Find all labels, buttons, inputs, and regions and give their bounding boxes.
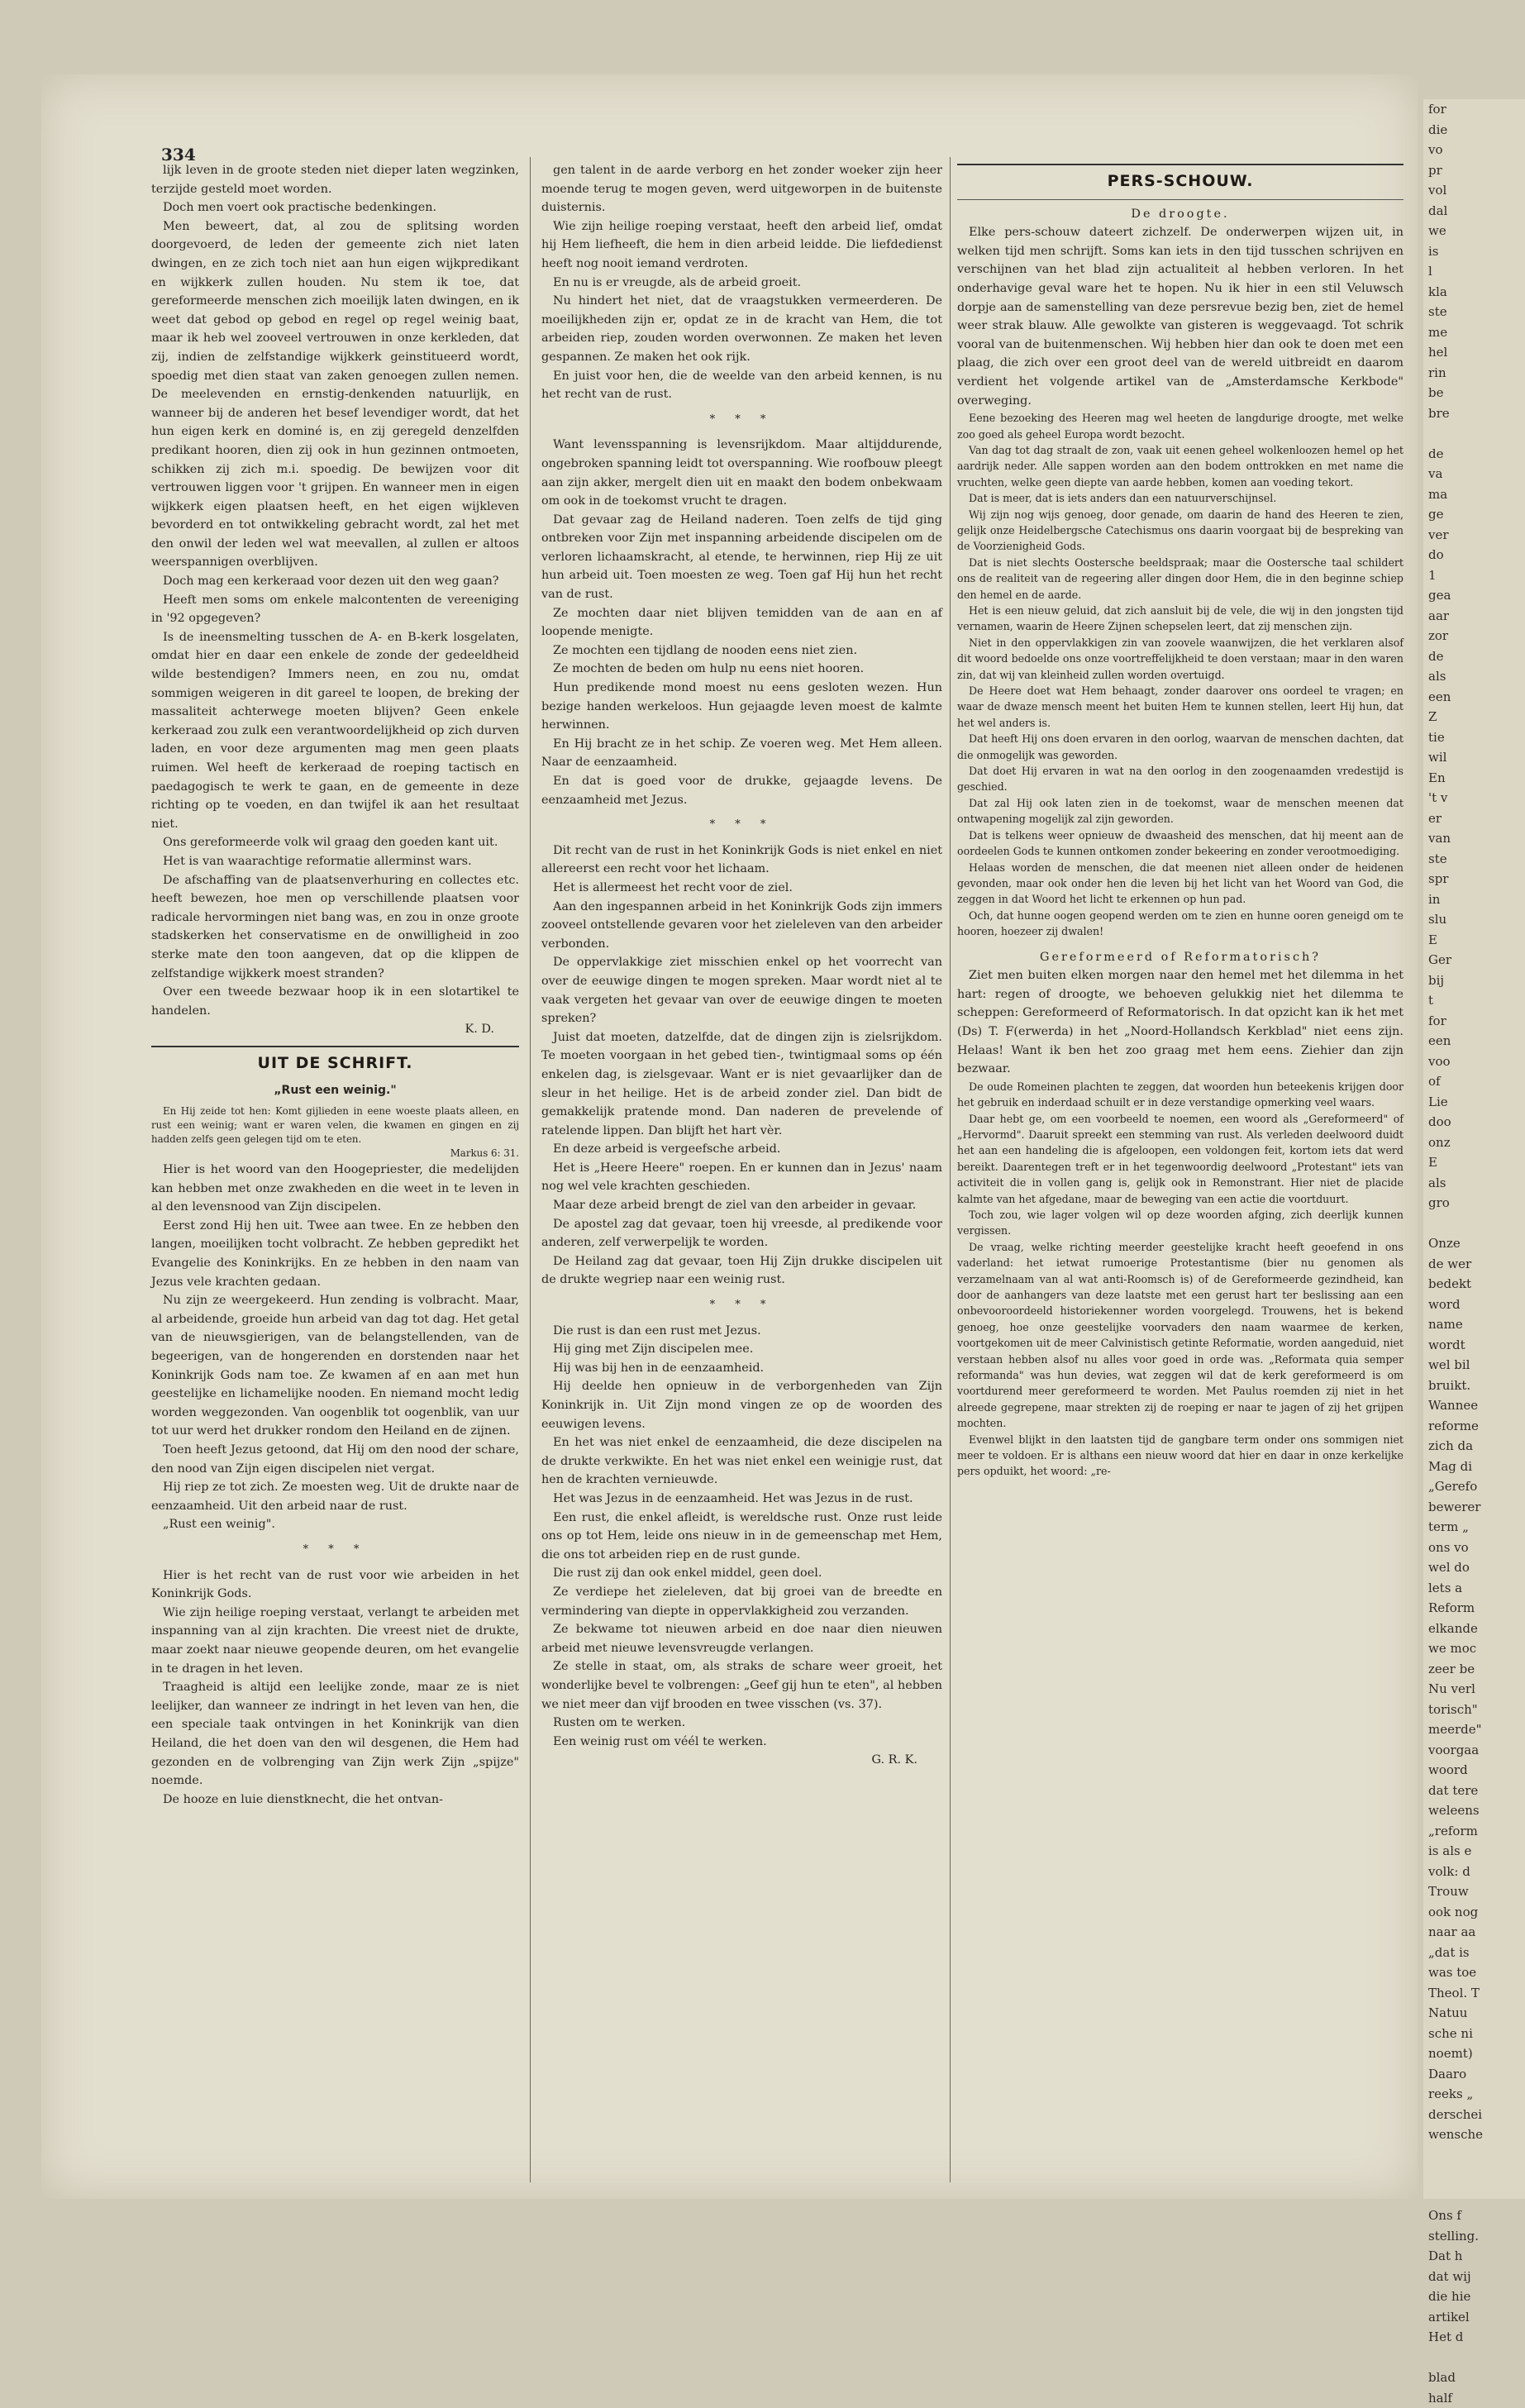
paragraph: Dat gevaar zag de Heiland naderen. Toen zelfs de tijd ging ontbreken voor Zijn met inspanning arbeidende discipelen om de verloren lichaamskracht, al etende, te herwinnen, riep Hij ze uit hun arbeid uit. Toen moesten ze weg. Toen gaf Hij hun het recht van de rust. [541, 511, 942, 604]
separator-stars: * * * [541, 1296, 942, 1315]
text-fragment: wordt [1423, 1335, 1525, 1356]
text-fragment: naar aa [1423, 1922, 1525, 1943]
paragraph: Elke pers-schouw dateert zichzelf. De onderwerpen wijzen uit, in welken tijd men schrijft. Soms kan iets in den tijd tusschen schrijven en verschijnen van het blad zijn actualiteit al hebben verloren. In het onderhavige geval ware het te hopen. Nu ik hier in een stil Veluwsch dorpje aan de samenstelling van deze persrevue bezig ben, ziet de hemel weer strak blauw. Alle gewolkte van gisteren is weggevaagd. Tot schrik vooral van de buitenmenschen. Wij hebben hier dan ook te doen met een plaag, die zich over een groot deel van de wereld uitbreidt en daarom verdient het volgende artikel van de „Amsterdamsche Kerkbode" overweging. [957, 223, 1403, 410]
text-fragment: bruikt. [1423, 1376, 1525, 1396]
text-fragment: ste [1423, 302, 1525, 322]
paragraph: Wij zijn nog wijs genoeg, door genade, om daarin de hand des Heeren te zien, gelijk onze Heidelbergsche Catechismus ons daarin voorgaat bij de bespreking van de Voorzienigheid Gods. [957, 507, 1403, 555]
text-fragment: tie [1423, 727, 1525, 748]
text-fragment: derschei [1423, 2105, 1525, 2125]
text-fragment: de wer [1423, 1254, 1525, 1275]
text-fragment: ook nog [1423, 1902, 1525, 1923]
pers-schouw-intro [957, 223, 1403, 410]
paragraph: Ze mochten de beden om hulp nu eens niet hooren. [541, 660, 942, 679]
separator-stars: * * * [541, 411, 942, 430]
text-fragment: of [1423, 1071, 1525, 1092]
paragraph: Men beweert, dat, al zou de splitsing worden doorgevoerd, de leden der gemeente zich niet laten dwingen, en ze zich toch niet aan hun eigen wijkpredikant en wijkkerk zullen houden. Nu stem ik toe, dat gereformeerde menschen zich moeilijk laten dwingen, en ik weet dat gebod op gebod en regel op regel weinig baat, maar ik heb wel zooveel vertrouwen in onze kerkleden, dat zij, indien de zelfstandige wijkkerk geinstitueerd wordt, spoedig met dien staat van zaken genoegen zullen nemen. De meelevenden en ernstig-denkenden natuurlijk, en wanneer bij de anderen het besef levendiger wordt, dat het hun eigen kerk en dominé is, en zij geregeld denzelfden predikant hooren, dien zij ook in hun gezinnen ontmoeten, schikken zij zich m.i. spoedig. De bewijzen voor dit vertrouwen liggen voor 't grijpen. En wanneer men in eigen wijkkerk eigen plaatsen heeft, en het eigen wijkleven bevorderd en tot ontwikkeling gebracht wordt, zal het met den onwil der leden wel wat meevallen, al zullen er altoos weerspannigen overblijven. [151, 217, 519, 572]
text-fragment: term „ [1423, 1517, 1525, 1538]
paragraph: Wie zijn heilige roeping verstaat, heeft den arbeid lief, omdat hij Hem liefheeft, die hem in dien arbeid leidde. Die liefdedienst heeft nog nooit iemand verdroten. [541, 217, 942, 274]
text-fragment: weleens [1423, 1800, 1525, 1821]
text-fragment: van [1423, 828, 1525, 849]
text-fragment: do [1423, 545, 1525, 565]
paragraph: Nu hindert het niet, dat de vraagstukken vermeerderen. De moeilijkheden zijn er, opdat ze in de kracht van Hem, die tot arbeiden riep, zouden worden overwonnen. Ze maken het leven gespannen. Ze maken het ook rijk. [541, 292, 942, 366]
paragraph: Hij riep ze tot zich. Ze moesten weg. Uit de drukte naar de eenzaamheid. Uit den arbeid naar de rust. [151, 1478, 519, 1515]
text-fragment [1423, 423, 1525, 444]
text-fragment: t [1423, 990, 1525, 1011]
text-fragment: bewerer [1423, 1497, 1525, 1518]
paragraph: Och, dat hunne oogen geopend werden om te zien en hunne ooren geneigd om te hooren, hoezeer zij dwalen! [957, 908, 1403, 940]
text-fragment: onz [1423, 1132, 1525, 1153]
text-fragment: bij [1423, 970, 1525, 991]
text-fragment: ma [1423, 484, 1525, 505]
text-fragment: va [1423, 464, 1525, 484]
text-fragment: artikel [1423, 2307, 1525, 2328]
paragraph: En het was niet enkel de eenzaamheid, die deze discipelen na de drukte verkwikte. En het was niet enkel een weinigje rust, dat hen de krachten vernieuwde. [541, 1433, 942, 1490]
text-fragment: lets a [1423, 1578, 1525, 1599]
paragraph: Ze mochten daar niet blijven temidden van de aan en af loopende menigte. [541, 604, 942, 641]
text-fragment [1423, 2145, 1525, 2166]
text-fragment: bre [1423, 403, 1525, 424]
text-fragment: als [1423, 666, 1525, 687]
paragraph: Ze mochten een tijdlang de nooden eens niet zien. [541, 641, 942, 660]
column-2 [541, 161, 942, 2186]
text-fragment: Reform [1423, 1598, 1525, 1619]
paragraph: Die rust zij dan ook enkel middel, geen doel. [541, 1564, 942, 1583]
paragraph: Want levensspanning is levensrijkdom. Maar altijddurende, ongebroken spanning leidt tot overspanning. Wie roofbouw pleegt aan zijn akker, mergelt dien uit en maakt den bodem onbekwaam om ook in de toekomst vrucht te dragen. [541, 436, 942, 510]
text-fragment: pr [1423, 160, 1525, 181]
text-fragment: vo [1423, 140, 1525, 160]
text-fragment: Theol. T [1423, 1983, 1525, 2004]
paragraph: Hun predikende mond moest nu eens gesloten wezen. Hun bezige handen werkeloos. Hun gejaagde leven moest de kalmte herwinnen. [541, 679, 942, 735]
paragraph: En juist voor hen, die de weelde van den arbeid kennen, is nu het recht van de rust. [541, 367, 942, 404]
article-rust-body [541, 161, 942, 404]
paragraph: Eerst zond Hij hen uit. Twee aan twee. En ze hebben den langen, moeilijken tocht volbracht. Ze hebben gepredikt het Evangelie des Koninkrijks. En ze hebben in den naam van Jezus vele krachten gedaan. [151, 1217, 519, 1291]
paragraph: De Heere doet wat Hem behaagt, zonder daarover ons oordeel te vragen; en waar de dwaze mensch meent het buiten Hem te kunnen stellen, leert Hij hun, dat het wel anders is. [957, 683, 1403, 731]
text-fragment: er [1423, 808, 1525, 829]
paragraph: De apostel zag dat gevaar, toen hij vreesde, al predikende voor anderen, zelf verwerpelijk te worden. [541, 1215, 942, 1252]
paragraph: Het was Jezus in de eenzaamheid. Het was Jezus in de rust. [541, 1490, 942, 1509]
text-fragment: gro [1423, 1193, 1525, 1214]
text-fragment: zeer be [1423, 1659, 1525, 1680]
section-rule [957, 199, 1403, 200]
text-fragment: En [1423, 768, 1525, 789]
text-fragment: for [1423, 99, 1525, 120]
paragraph: lijk leven in de groote steden niet dieper laten wegzinken, terzijde gesteld moet worden. [151, 161, 519, 198]
paragraph: Dat heeft Hij ons doen ervaren in den oorlog, waarvan de menschen dachten, dat die onmogelijk was geworden. [957, 731, 1403, 763]
paragraph: Dat zal Hij ook laten zien in de toekomst, waar de menschen meenen dat ontwapening mogelijk zal zijn geworden. [957, 795, 1403, 827]
paragraph: Doch mag een kerkeraad voor dezen uit den weg gaan? [151, 572, 519, 591]
text-fragment: Lie [1423, 1092, 1525, 1113]
paragraph: De afschaffing van de plaatsenverhuring en collectes etc. heeft bewezen, hoe men op verschillende plaatsen voor radicale hervormingen niet bang was, en zou in onze groote stadskerken het conservatisme en de onwilligheid in zoo sterke mate den toon aangeven, dat op die klippen de zelfstandige wijkkerk moest stranden? [151, 871, 519, 984]
paragraph: Het is allermeest het recht voor de ziel. [541, 879, 942, 898]
text-fragment: name [1423, 1314, 1525, 1335]
paragraph: Hij was bij hen in de eenzaamheid. [541, 1359, 942, 1378]
text-fragment [1423, 2165, 1525, 2186]
text-fragment: voorgaa [1423, 1740, 1525, 1761]
paragraph: Een weinig rust om véél te werken. [541, 1733, 942, 1752]
text-fragment: Mag di [1423, 1457, 1525, 1477]
text-fragment: ons vo [1423, 1538, 1525, 1558]
page-number: 334 [161, 145, 196, 165]
paragraph: De oude Romeinen plachten te zeggen, dat woorden hun beteekenis krijgen door het gebruik en inderdaad schuilt er in deze verstandige opmerking veel waars. [957, 1079, 1403, 1111]
pers-schouw-body [957, 966, 1403, 1079]
paragraph: Rusten om te werken. [541, 1714, 942, 1733]
text-fragment: wensche [1423, 2124, 1525, 2145]
text-fragment: een [1423, 1031, 1525, 1051]
paragraph: Doch men voert ook practische bedenkingen. [151, 198, 519, 217]
text-fragment: Het d [1423, 2327, 1525, 2348]
text-fragment: reforme [1423, 1416, 1525, 1437]
section-heading: PERS-SCHOUW. [957, 172, 1403, 191]
text-fragment: half [1423, 2388, 1525, 2408]
text-fragment: zor [1423, 626, 1525, 646]
paragraph: „Rust een weinig". [151, 1515, 519, 1534]
text-fragment: „Gerefo [1423, 1476, 1525, 1497]
article-rust-body-continued [151, 1566, 519, 1810]
text-fragment: 't v [1423, 788, 1525, 808]
text-fragment: we [1423, 221, 1525, 241]
paragraph: De vraag, welke richting meerder geestelijke kracht heeft geoefend in ons vaderland: het ietwat rumoerige Protestantisme (bier nu genomen als verzamelnaam van al wat anti-Roomsch is) of de Gereformeerde gezindheid, kan door de aanhangers van deze laatste met een gerust hart ter beslissing aan een onbevooroordeeld historiekenner worden voorgelegd. Trouwens, het is bekend genoeg, hoe onze geestelijke voorvaders den naam waarmee de kerken, voortgekomen uit de meer Calvinistisch getinte Reformatie, worden aangeduid, niet verstaan hebben alsof nu alles voor goed in orde was. „Reformata quia semper reformanda" was hun devies, wat zeggen wil dat de kerk gereformeerd is om voortdurend meer gereformeerd te worden. Met Paulus roemden zij niet in het alreede gegrepene, maar strekten zij de roeping er naar te jagen of zij het grijpen mochten. [957, 1239, 1403, 1432]
separator-stars: * * * [151, 1541, 519, 1560]
section-rule [151, 1046, 519, 1047]
text-fragment: Daaro [1423, 2064, 1525, 2085]
paragraph: Hij ging met Zijn discipelen mee. [541, 1340, 942, 1359]
paragraph: Toch zou, wie lager volgen wil op deze woorden afging, zich deerlijk kunnen vergissen. [957, 1207, 1403, 1239]
separator-stars: * * * [541, 816, 942, 835]
text-fragment: dal [1423, 201, 1525, 222]
article-rust-body [541, 1322, 942, 1752]
text-fragment: die hie [1423, 2286, 1525, 2307]
text-fragment: Nu verl [1423, 1679, 1525, 1700]
paragraph: Het is van waarachtige reformatie allerminst wars. [151, 852, 519, 871]
article-wijkkerk-body [151, 161, 519, 1020]
paragraph: Hij deelde hen opnieuw in de verborgenheden van Zijn Koninkrijk in. Uit Zijn mond vingen ze op de woorden des eeuwigen levens. [541, 1377, 942, 1433]
paragraph: Het is een nieuw geluid, dat zich aansluit bij de vele, die wij in den jongsten tijd vernamen, waarin de Heere Zijnen schepselen leert, dat zij menschen zijn. [957, 603, 1403, 635]
paragraph: Het is „Heere Heere" roepen. En er kunnen dan in Jezus' naam nog wel vele krachten geschieden. [541, 1159, 942, 1196]
subsection-title: De droogte. [957, 205, 1403, 224]
text-fragment: elkande [1423, 1619, 1525, 1639]
paragraph: Van dag tot dag straalt de zon, vaak uit eenen geheel wolkenloozen hemel op het aardrijk neder. Alle sappen worden aan den bodem onttrokken en met name die vruchten, welke geen diepte van aarde hebben, komen aan voeding tekort. [957, 442, 1403, 490]
text-fragment: Onze [1423, 1233, 1525, 1254]
text-fragment: Natuu [1423, 2003, 1525, 2024]
text-fragment: kla [1423, 282, 1525, 303]
text-fragment: wil [1423, 747, 1525, 768]
text-fragment: was toe [1423, 1962, 1525, 1983]
text-fragment: torisch" [1423, 1700, 1525, 1720]
section-rule [957, 164, 1403, 165]
text-fragment: als [1423, 1173, 1525, 1194]
text-fragment: meerde" [1423, 1719, 1525, 1740]
text-fragment: 1 [1423, 565, 1525, 586]
paragraph: Nu zijn ze weergekeerd. Hun zending is volbracht. Maar, al arbeidende, groeide hun arbeid van dag tot dag. Het getal van de nieuwsgierigen, van de belangstellenden, van de begeerigen, van de hongerenden en dorstenden naar het Koninkrijk Gods nam toe. Ze kwamen af en aan met hun geestelijke en lichamelijke nooden. En niemand mocht ledig worden weggezonden. Van oogenblik tot oogenblik, van uur tot uur werd het drukker rondom den Heiland en de zijnen. [151, 1291, 519, 1441]
paragraph: Is de ineensmelting tusschen de A- en B-kerk losgelaten, omdat hier en daar een enkele de zonde der gedeeldheid wilde bestendigen? Immers neen, en zou nu, omdat sommigen weigeren in dit gareel te loopen, de breking der massaliteit achterwege moeten blijven? Geen enkele kerkeraad zou zulk een verantwoordelijkheid op zich durven laden, en voor deze argumenten mag men geen plaats ruimen. Wel heeft de kerkeraad de roeping tactisch en paedagogisch te werk te gaan, en de gemeente in deze richting op te voeden, en dan twijfel ik aan het resultaat niet. [151, 628, 519, 834]
paragraph: Ons gereformeerde volk wil graag den goeden kant uit. [151, 833, 519, 852]
text-fragment: gea [1423, 585, 1525, 606]
paragraph: Ze stelle in staat, om, als straks de schare weer groeit, het wonderlijke bevel te volbrengen: „Geef gij hun te eten", al hebben we niet meer dan vijf brooden en twee visschen (vs. 37). [541, 1657, 942, 1714]
text-fragment: in [1423, 889, 1525, 910]
paragraph: Een rust, die enkel afleidt, is wereldsche rust. Onze rust leide ons op tot Hem, leide ons nieuw in in de gemeenschap met Hem, die ons tot arbeiden riep en de rust gunde. [541, 1509, 942, 1565]
quoted-article [957, 1079, 1403, 1480]
text-fragment: blad [1423, 2367, 1525, 2388]
scripture-motto: En Hij zeide tot hen: Komt gijlieden in eene woeste plaats alleen, en rust een weinig; want er waren velen, die kwamen en gingen en zij hadden zelfs geen gelegen tijd om te eten. [151, 1104, 519, 1147]
paragraph: Over een tweede bezwaar hoop ik in een slotartikel te handelen. [151, 983, 519, 1020]
text-fragment: me [1423, 322, 1525, 343]
quoted-article [957, 410, 1403, 939]
paragraph: En deze arbeid is vergeefsche arbeid. [541, 1140, 942, 1159]
paragraph: Hier is het woord van den Hoogepriester, die medelijden kan hebben met onze zwakheden en die weet in te leven in al den levensnood van Zijn discipelen. [151, 1161, 519, 1217]
text-fragment: hel [1423, 342, 1525, 363]
text-fragment: vol [1423, 180, 1525, 201]
paragraph: Ziet men buiten elken morgen naar den hemel met het dilemma in het hart: regen of droogte, we behoeven gelukkig niet het dilemma te scheppen: Gereformeerd of Reformatorisch. In dat opzicht kan ik het met (Ds) T. F(erwerda) in het „Noord-Hollandsch Kerkblad" niet eens zijn. Helaas! Want ik ben het zoo graag met hem eens. Ziehier dan zijn bezwaar. [957, 966, 1403, 1079]
paragraph: En Hij bracht ze in het schip. Ze voeren weg. Met Hem alleen. Naar de eenzaamheid. [541, 735, 942, 772]
text-fragment: Dat h [1423, 2246, 1525, 2267]
paragraph: Traagheid is altijd een leelijke zonde, maar ze is niet leelijker, dan wanneer ze indringt in het leven van hen, die een speciale taak ontvingen in het Koninkrijk van dien Heiland, die het doen van den wil desgenen, die Hem had gezonden en de volbrenging van Zijn werk Zijn „spijze" noemde. [151, 1678, 519, 1791]
text-fragment: Z [1423, 707, 1525, 727]
paragraph: Helaas worden de menschen, die dat meenen niet alleen onder de heidenen gevonden, maar ook onder hen die leven bij het licht van het Woord van God, die zeggen in dat Woord het licht te erkennen op hun pad. [957, 860, 1403, 908]
column-1 [151, 161, 519, 2186]
text-fragment: wel do [1423, 1557, 1525, 1578]
column-divider [950, 157, 951, 2182]
text-fragment: ste [1423, 849, 1525, 870]
article-rust-body [151, 1161, 519, 1534]
signature: G. R. K. [541, 1751, 942, 1770]
paragraph: De oppervlakkige ziet misschien enkel op het voorrecht van over de eeuwige dingen te mogen spreken. Maar wordt niet al te vaak vergeten het gevaar van over de eeuwige dingen te moeten spreken? [541, 953, 942, 1028]
paragraph: En nu is er vreugde, als de arbeid groeit. [541, 274, 942, 293]
paragraph: Maar deze arbeid brengt de ziel van den arbeider in gevaar. [541, 1196, 942, 1215]
signature: K. D. [151, 1020, 519, 1039]
paragraph: Heeft men soms om enkele malcontenten de vereeniging in '92 opgegeven? [151, 591, 519, 628]
text-fragment: een [1423, 687, 1525, 708]
text-fragment: de [1423, 646, 1525, 667]
subsection-title: Gereformeerd of Reformatorisch? [957, 948, 1403, 967]
text-fragment: dat wij [1423, 2267, 1525, 2287]
text-fragment: stelling. [1423, 2226, 1525, 2247]
text-fragment: word [1423, 1295, 1525, 1315]
article-rust-body [541, 436, 942, 809]
text-fragment: „dat is [1423, 1943, 1525, 1963]
article-rust-body [541, 842, 942, 1290]
text-fragment: slu [1423, 909, 1525, 930]
paragraph: Evenwel blijkt in den laatsten tijd de gangbare term onder ons sommigen niet meer te voldoen. Er is althans een nieuw woord dat hier en daar in onze kerkelijke pers opduikt, het woord: „re- [957, 1432, 1403, 1480]
paragraph: Dat is telkens weer opnieuw de dwaasheid des menschen, dat hij meent aan de oordeelen Gods te kunnen ontkomen zonder bekeering en zonder verootmoediging. [957, 827, 1403, 860]
paragraph: Wie zijn heilige roeping verstaat, verlangt te arbeiden met inspanning van al zijn krachten. Die vreest niet de drukte, maar zoekt naar nieuwe geopende deuren, om het evangelie in te dragen in het leven. [151, 1604, 519, 1678]
text-fragment: woord [1423, 1760, 1525, 1781]
paragraph: Juist dat moeten, datzelfde, dat de dingen zijn is zielsrijkdom. Te moeten voorgaan in het gebed tien-, twintigmaal soms op één enkelen dag, is zielsgevaar. Want er is niet gevaarlijker dan de sleur in het heilige. Het is de arbeid zonder ziel. Dan bidt de gemakkelijk pratende mond. Dan naderen de prevelende of ratelende lippen. Dan blijft het hart vèr. [541, 1028, 942, 1141]
text-fragment [1423, 2348, 1525, 2368]
adjacent-page-fragment [1423, 99, 1525, 2199]
text-fragment: for [1423, 1011, 1525, 1032]
paragraph: Niet in den oppervlakkigen zin van zoovele waanwijzen, die het verklaren alsof dit woord bedoelde ons onze voortreffelijkheid te doen verstaan; maar in den waren zin, dat wij van kleinheid zullen worden overtuigd. [957, 635, 1403, 683]
text-fragment: Wannee [1423, 1395, 1525, 1416]
paragraph: En dat is goed voor de drukke, gejaagde levens. De eenzaamheid met Jezus. [541, 772, 942, 809]
text-fragment [1423, 2186, 1525, 2206]
paragraph: Toen heeft Jezus getoond, dat Hij om den nood der schare, den nood van Zijn eigen discipelen niet vergat. [151, 1441, 519, 1478]
text-fragment: wel bil [1423, 1355, 1525, 1376]
article-title: „Rust een weinig." [151, 1081, 519, 1100]
paragraph: Aan den ingespannen arbeid in het Koninkrijk Gods zijn immers zooveel ontstellende gevaren voor het zieleleven van den arbeider verbonden. [541, 898, 942, 954]
paragraph: Hier is het recht van de rust voor wie arbeiden in het Koninkrijk Gods. [151, 1566, 519, 1604]
paragraph: gen talent in de aarde verborg en het zonder woeker zijn heer moende terug te mogen geven, werd uitgeworpen in de buitenste duisternis. [541, 161, 942, 217]
text-fragment: Trouw [1423, 1881, 1525, 1902]
paragraph: Daar hebt ge, om een voorbeeld te noemen, een woord als „Gereformeerd" of „Hervormd". Daaruit spreekt een stemming van rust. Als verleden deelwoord duidt het aan een handeling die is afgeloopen, een voldongen feit, kortom iets dat werd bereikt. Daarentegen treft er in het tegenwoordig deelwoord „Protestant" iets van activiteit die in vollen gang is, gelijk ook in Remonstrant. Hier niet de placide kalmte van het afgedane, maar de beweging van een actie die voortduurt. [957, 1111, 1403, 1207]
text-fragment: ver [1423, 525, 1525, 546]
text-fragment: Ger [1423, 950, 1525, 970]
paragraph: Die rust is dan een rust met Jezus. [541, 1322, 942, 1341]
text-fragment: voo [1423, 1051, 1525, 1072]
text-fragment: volk: d [1423, 1862, 1525, 1882]
text-fragment: is als e [1423, 1841, 1525, 1862]
text-fragment: Ons f [1423, 2205, 1525, 2226]
text-fragment: bedekt [1423, 1274, 1525, 1295]
text-fragment: spr [1423, 869, 1525, 889]
text-fragment: E [1423, 1152, 1525, 1173]
paragraph: Dat is meer, dat is iets anders dan een natuurverschijnsel. [957, 490, 1403, 506]
column-3 [957, 157, 1403, 2182]
text-fragment: zich da [1423, 1436, 1525, 1457]
text-fragment: „reform [1423, 1821, 1525, 1842]
paragraph: Ze verdiepe het zieleleven, dat bij groei van de breedte en vermindering van diepte in oppervlakkigheid zou verzanden. [541, 1583, 942, 1620]
text-fragment: we moc [1423, 1638, 1525, 1659]
section-heading: UIT DE SCHRIFT. [151, 1054, 519, 1073]
text-fragment: l [1423, 261, 1525, 282]
text-fragment: E [1423, 930, 1525, 951]
text-fragment: dat tere [1423, 1781, 1525, 1801]
text-fragment: ge [1423, 504, 1525, 525]
text-fragment: rin [1423, 363, 1525, 384]
text-fragment: de [1423, 444, 1525, 465]
text-fragment [1423, 1214, 1525, 1234]
paragraph: De hooze en luie dienstknecht, die het ontvan- [151, 1791, 519, 1810]
paragraph: Dat is niet slechts Oostersche beeldspraak; maar die Oostersche taal schildert ons de realiteit van de regeering aller dingen door Hem, die in den beginne schiep den hemel en de aarde. [957, 555, 1403, 603]
scripture-reference: Markus 6: 31. [151, 1147, 519, 1161]
text-fragment: sche ni [1423, 2024, 1525, 2044]
column-divider [530, 157, 531, 2182]
paragraph: Dat doet Hij ervaren in wat na den oorlog in den zoogenaamden vredestijd is geschied. [957, 763, 1403, 795]
text-fragment: is [1423, 241, 1525, 262]
paragraph: Ze bekwame tot nieuwen arbeid en doe naar dien nieuwen arbeid met nieuwe levensvreugde verlangen. [541, 1620, 942, 1657]
text-fragment: die [1423, 120, 1525, 141]
paragraph: De Heiland zag dat gevaar, toen Hij Zijn drukke discipelen uit de drukte wegriep naar een weinig rust. [541, 1252, 942, 1290]
text-fragment: aar [1423, 606, 1525, 627]
text-fragment: be [1423, 383, 1525, 403]
paragraph: Dit recht van de rust in het Koninkrijk Gods is niet enkel en niet allereerst een recht voor het lichaam. [541, 842, 942, 879]
text-fragment: doo [1423, 1112, 1525, 1132]
paragraph: Eene bezoeking des Heeren mag wel heeten de langdurige droogte, met welke zoo goed als geheel Europa wordt bezocht. [957, 410, 1403, 442]
text-fragment: reeks „ [1423, 2084, 1525, 2105]
text-fragment: noemt) [1423, 2043, 1525, 2064]
